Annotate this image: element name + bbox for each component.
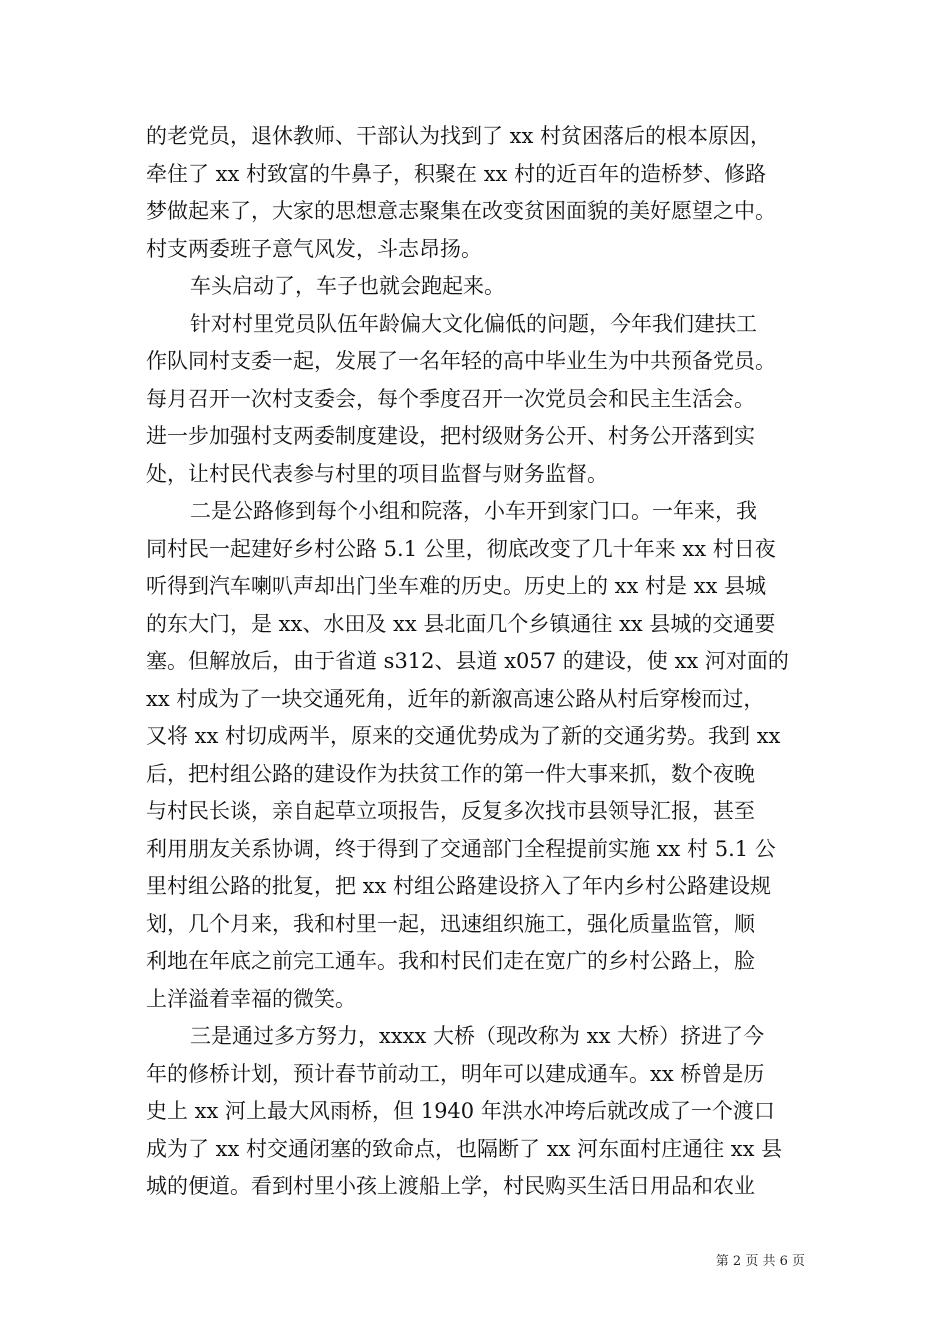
paragraph-start-line: 车头启动了，车子也就会跑起来。	[190, 274, 505, 298]
text-line: 史上 xx 河上最大风雨桥，但 1940 年洪水冲垮后就改成了一个渡口	[146, 1099, 775, 1123]
text-line: 的东大门，是 xx、水田及 xx 县北面几个乡镇通往 xx 县城的交通要	[146, 611, 776, 636]
text-line: 听得到汽车喇叭声却出门坐车难的历史。历史上的 xx 村是 xx 县城	[146, 574, 767, 598]
text-line: 每月召开一次村支委会，每个季度召开一次党员会和民主生活会。	[146, 386, 755, 411]
text-line: 上洋溢着幸福的微笑。	[146, 986, 356, 1011]
paragraph-start-line: 二是公路修到每个小组和院落，小车开到家门口。一年来，我	[190, 499, 757, 523]
text-line: 利地在年底之前完工通车。我和村民们走在宽广的乡村公路上，脸	[146, 949, 755, 973]
text-line: 城的便道。看到村里小孩上渡船上学，村民购买生活日用品和农业	[146, 1174, 755, 1198]
text-line: 牵住了 xx 村致富的牛鼻子，积聚在 xx 村的近百年的造桥梦、修路	[146, 161, 767, 186]
text-line: 作队同村支委一起，发展了一名年轻的高中毕业生为中共预备党员。	[146, 349, 776, 373]
text-line: 成为了 xx 村交通闭塞的致命点，也隔断了 xx 河东面村庄通往 xx 县	[146, 1136, 783, 1161]
text-line: 里村组公路的批复，把 xx 村组公路建设挤入了年内乡村公路建设规	[146, 874, 772, 898]
text-line: 后，把村组公路的建设作为扶贫工作的第一件大事来抓，数个夜晚	[146, 761, 755, 786]
document-body	[146, 118, 811, 1206]
page-number-footer: 第 2 页 共 6 页	[715, 1254, 805, 1269]
text-line: 处，让村民代表参与村里的项目监督与财务监督。	[146, 461, 608, 486]
text-line: 塞。但解放后，由于省道 s312、县道 x057 的建设，使 xx 河对面的	[146, 649, 789, 673]
text-line: 与村民长谈，亲自起草立项报告，反复多次找市县领导汇报，甚至	[146, 799, 755, 823]
paragraph-start-line: 针对村里党员队伍年龄偏大文化偏低的问题，今年我们建扶工	[190, 311, 757, 336]
text-line: 进一步加强村支两委制度建设，把村级财务公开、村务公开落到实	[146, 424, 755, 448]
text-line: 年的修桥计划，预计春节前动工，明年可以建成通车。xx 桥曾是历	[146, 1061, 765, 1086]
paragraph-start-line: 三是通过多方努力，xxxx 大桥（现改称为 xx 大桥）挤进了今	[190, 1024, 765, 1048]
text-line: 划，几个月来，我和村里一起，迅速组织施工，强化质量监管，顺	[146, 911, 755, 936]
text-line: xx 村成为了一块交通死角，近年的新溆高速公路从村后穿梭而过，	[146, 686, 765, 711]
text-line: 的老党员，退休教师、干部认为找到了 xx 村贫困落后的根本原因，	[146, 124, 772, 148]
text-line: 村支两委班子意气风发，斗志昂扬。	[146, 236, 482, 261]
text-line: 梦做起来了，大家的思想意志聚集在改变贫困面貌的美好愿望之中。	[146, 199, 776, 223]
text-line: 利用朋友关系协调，终于得到了交通部门全程提前实施 xx 村 5.1 公	[146, 836, 776, 861]
text-line: 又将 xx 村切成两半，原来的交通优势成为了新的交通劣势。我到 xx	[146, 724, 781, 748]
text-line: 同村民一起建好乡村公路 5.1 公里，彻底改变了几十年来 xx 村日夜	[146, 536, 776, 561]
